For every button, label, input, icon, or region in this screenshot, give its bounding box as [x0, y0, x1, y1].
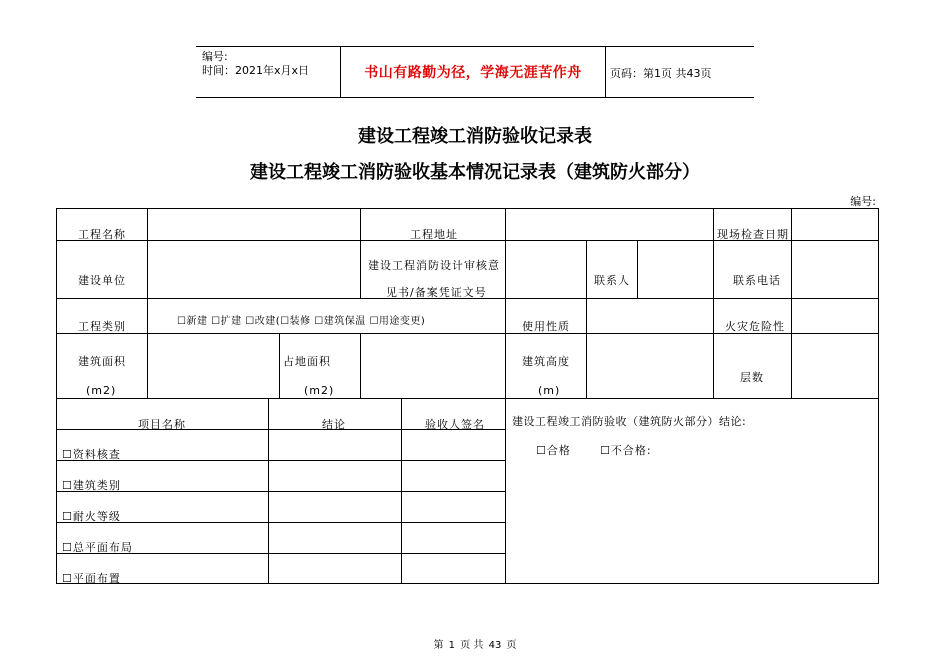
- conclusion-fail-checkbox[interactable]: ☐不合格:: [600, 444, 652, 457]
- label-land-area: 占地面积: [283, 355, 331, 368]
- label-building-area: 建筑面积: [78, 355, 126, 368]
- label-fire-risk: 火灾危险性: [725, 320, 785, 333]
- label-unit-m: (m): [538, 384, 561, 397]
- label-usage: 使用性质: [522, 320, 570, 333]
- item-row-label[interactable]: ☐耐火等级: [62, 510, 121, 523]
- label-review-doc-line1: 建设工程消防设计审核意: [368, 259, 500, 272]
- label-builder: 建设单位: [78, 274, 126, 287]
- items-header-conclusion: 结论: [322, 418, 346, 431]
- conclusion-pass-checkbox[interactable]: ☐合格: [536, 444, 571, 457]
- label-unit-m2-b: (m2): [304, 384, 335, 397]
- item-row-label[interactable]: ☐总平面布局: [62, 541, 133, 554]
- footer-page-number: 1: [448, 640, 456, 651]
- label-contact: 联系人: [594, 274, 630, 287]
- project-type-options: ☐新建 ☐扩建 ☐改建(☐装修 ☐建筑保温 ☐用途变更): [177, 316, 426, 327]
- item-row-label[interactable]: ☐建筑类别: [62, 479, 121, 492]
- document-subtitle: 建设工程竣工消防验收基本情况记录表（建筑防火部分）: [250, 162, 700, 183]
- footer-page-prefix: 第: [433, 640, 444, 651]
- footer-page-suffix: 页: [506, 640, 517, 651]
- item-row-label[interactable]: ☐资料核查: [62, 448, 121, 461]
- items-header-signature: 验收人签名: [425, 418, 485, 431]
- footer-page-mid: 页 共: [460, 640, 484, 651]
- label-inspection-date: 现场检查日期: [717, 228, 789, 241]
- form-serial-label: 编号:: [850, 195, 876, 208]
- conclusion-label: 建设工程竣工消防验收（建筑防火部分）结论:: [512, 415, 747, 428]
- document-title: 建设工程竣工消防验收记录表: [358, 126, 592, 147]
- label-phone: 联系电话: [733, 274, 781, 287]
- label-unit-m2-a: (m2): [86, 384, 117, 397]
- header-time-label: 时间：2021年x月x日: [202, 64, 310, 77]
- label-project-name: 工程名称: [78, 228, 126, 241]
- label-project-address: 工程地址: [410, 228, 458, 241]
- label-building-height: 建筑高度: [522, 355, 570, 368]
- footer-page-total: 43: [488, 640, 502, 651]
- label-project-type: 工程类别: [78, 320, 126, 333]
- page-footer: [0, 636, 950, 651]
- items-header-name: 项目名称: [138, 418, 186, 431]
- label-floors: 层数: [740, 371, 764, 384]
- header-serial-label: 编号:: [202, 50, 228, 63]
- label-review-doc-line2: 见书/备案凭证文号: [386, 286, 487, 299]
- item-row-label[interactable]: ☐平面布置: [62, 572, 121, 585]
- header-motto: 书山有路勤为径，学海无涯苦作舟: [364, 65, 582, 81]
- header-page-label: 页码：第1页 共43页: [610, 67, 712, 80]
